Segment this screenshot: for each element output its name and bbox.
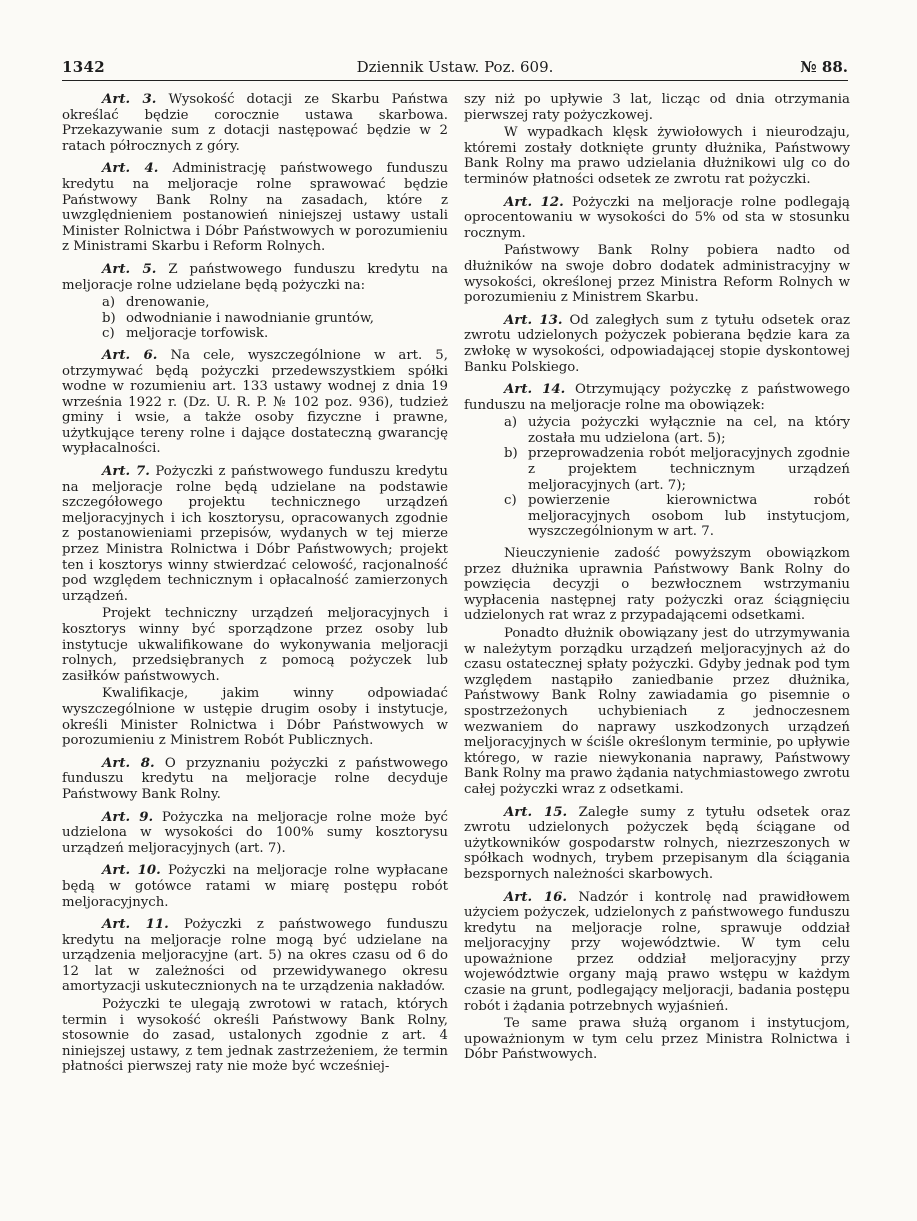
list-letter: c) <box>102 326 115 342</box>
list-item <box>102 326 448 342</box>
article-text: Pożyczki na meljoracje rolne podlegają oprocentowaniu w wysokości do 5% od sta w stosunku rocznym. <box>464 194 850 241</box>
article-16 <box>464 890 850 1015</box>
article-14-paragraph-2: Nieuczynienie zadość powyższym obowiązkom przez dłużnika uprawnia Państwowy Bank Rolny do powzięcia decyzji o bezwłocznem wstrzymaniu wypłacenia następnej raty pożyczki oraz ściągnięciu udzielonych rat wraz z przypadającemi odsetkami. <box>464 546 850 624</box>
list-letter: c) <box>504 493 517 509</box>
article-3 <box>62 92 448 154</box>
article-text: Z państwowego funduszu kredytu na meljoracje rolne udzielane będą pożyczki na: <box>62 261 449 293</box>
article-11-paragraph-2: Pożyczki te ulegają zwrotowi w ratach, których termin i wysokość określi Państwowy Bank Rolny, stosownie do zasad, ustalonych zgodnie z art. 4 niniejszej ustawy, z tem jednak zastrzeżeniem, że termin płatności pierwszej raty nie może być wcześniej- <box>62 997 448 1075</box>
article-text: Na cele, wyszczególnione w art. 5, otrzymywać będą pożyczki przedewszystkiem spółki wodne w rozumieniu art. 133 ustawy wodnej z dnia 19 września 1922 r. (Dz. U. R. P. № 102 poz. 936), tudzież gminy i wsie, a także osoby fizyczne i prawne, użytkujące tereny rolne i dające dostateczną gwarancję wypłacalności. <box>62 347 448 457</box>
article-15 <box>464 805 850 883</box>
article-text: Nadzór i kontrolę nad prawidłowem użyciem pożyczek, udzielonych z państwowego funduszu kredytu na meljoracje rolne, sprawuje oddział meljoracyjny przy województwie. W tym celu upoważnione przez oddział meljoracyjny przy województwie organy mają prawo wstępu w każdym czasie na grunt, podlegający meljoracji, badania postępu robót i żądania potrzebnych wyjaśnień. <box>464 889 850 1014</box>
article-label: Art. 15. <box>504 804 568 820</box>
list-letter: a) <box>102 295 116 311</box>
article-7 <box>62 464 448 604</box>
list-text: drenowanie, <box>126 295 210 311</box>
list-text: odwodnianie i nawodnianie gruntów, <box>126 310 374 326</box>
article-label: Art. 12. <box>504 194 564 210</box>
article-6 <box>62 348 448 457</box>
article-label: Art. 3. <box>102 92 157 107</box>
article-14 <box>464 382 850 413</box>
left-column <box>62 92 448 1082</box>
journal-title: Dziennik Ustaw. Poz. 609. <box>356 58 554 76</box>
article-text: O przyznaniu pożyczki z państwowego funduszu kredytu na meljoracje rolne decyduje Państwowy Bank Rolny. <box>62 755 449 802</box>
article-text: Otrzymujący pożyczkę z państwowego funduszu na meljoracje rolne ma obowiązek: <box>464 382 850 413</box>
list-text: przeprowadzenia robót meljoracyjnych zgodnie z projektem technicznym urządzeń meljoracyjnych (art. 7); <box>528 446 850 493</box>
article-12 <box>464 195 850 242</box>
article-5-list <box>62 295 448 342</box>
article-label: Art. 8. <box>102 755 155 771</box>
list-item <box>102 311 448 327</box>
list-text: powierzenie kierownictwa robót meljoracyjnych osobom lub instytucjom, wyszczególnionym w art. 7. <box>528 493 850 540</box>
article-text: Pożyczka na meljoracje rolne może być udzielona w wysokości do 100% sumy kosztorysu urządzeń meljoracyjnych (art. 7). <box>62 809 449 856</box>
article-label: Art. 6. <box>102 347 158 363</box>
article-label: Art. 10. <box>102 863 161 879</box>
article-14-paragraph-3: Ponadto dłużnik obowiązany jest do utrzymywania w należytym porządku urządzeń meljoracyjnych aż do czasu ostatecznej spłaty pożyczki. Gdyby jednak pod tym względem nastąpiło zaniedbanie przez dłużnika, Państwowy Bank Rolny zawiadamia go pisemnie o spostrzeżonych uchybieniach z jednoczesnem wezwaniem do naprawy uszkodzonych urządzeń meljoracyjnych w ściśle określonym terminie, po upływie którego, w razie niewykonania naprawy, Państwowy Bank Rolny ma prawo żądania natychmiastowego zwrotu całej pożyczki wraz z odsetkami. <box>464 626 850 797</box>
article-label: Art. 16. <box>504 889 567 905</box>
article-10 <box>62 863 448 910</box>
article-4 <box>62 161 448 255</box>
article-11-continuation: szy niż po upływie 3 lat, licząc od dnia otrzymania pierwszej raty pożyczkowej. <box>464 92 850 123</box>
page-number: 1342 <box>62 58 105 76</box>
list-item <box>504 415 850 446</box>
header-rule <box>62 80 848 81</box>
page-header <box>62 56 848 80</box>
article-label: Art. 11. <box>102 917 169 933</box>
article-text: Od zaległych sum z tytułu odsetek oraz zwrotu udzielonych pożyczek pobierana będzie kara za zwłokę w wysokości, odpowiadającej stopie dyskontowej Banku Polskiego. <box>464 312 851 375</box>
article-13 <box>464 313 850 375</box>
article-text: Pożyczki z państwowego funduszu kredytu na meljoracje rolne mogą być udzielane na urządzenia meljoracyjne (art. 5) na okres czasu od 6 do 12 lat w zależności od przewidywanego okresu amortyzacji uskutecznionych na te urządzenia nakładów. <box>62 917 448 995</box>
article-text: Wysokość dotacji ze Skarbu Państwa określać będzie corocznie ustawa skarbowa. Przekazywanie sum z dotacji następować będzie w 2 ratach półrocznych z góry. <box>62 92 448 154</box>
article-12-paragraph-2: Państwowy Bank Rolny pobiera nadto od dłużników na swoje dobro dodatek administracyjny w wysokości, określonej przez Ministra Reform Rolnych w porozumieniu z Ministrem Skarbu. <box>464 243 850 306</box>
list-item <box>102 295 448 311</box>
article-label: Art. 4. <box>102 161 159 177</box>
right-column <box>464 92 850 1070</box>
article-8 <box>62 756 448 803</box>
article-9 <box>62 810 448 857</box>
article-7-paragraph-2: Projekt techniczny urządzeń meljoracyjnych i kosztorys winny być sporządzone przez osoby lub instytucje ukwalifikowane do wykonywania meljoracji rolnych, przedsiębranych z pomocą pożyczek lub zasiłków państwowych. <box>62 606 448 684</box>
article-11 <box>62 917 448 995</box>
article-label: Art. 9. <box>102 809 154 825</box>
article-11-paragraph-3: W wypadkach klęsk żywiołowych i nieurodzaju, któremi zostały dotknięte grunty dłużnika, Państwowy Bank Rolny ma prawo udzielania dłużnikowi ulg co do terminów płatności odsetek ze zwrotu rat pożyczki. <box>464 125 850 187</box>
issue-number: № 88. <box>800 58 848 76</box>
list-item <box>504 493 850 540</box>
article-text: Zaległe sumy z tytułu odsetek oraz zwrotu udzielonych pożyczek będą ściągane od użytkowników gospodarstw rolnych, niezrzeszonych w spółkach wodnych, trybem przepisanym dla ściągania bezspornych należności skarbowych. <box>464 804 850 882</box>
list-letter: a) <box>504 415 518 431</box>
list-text: użycia pożyczki wyłącznie na cel, na który została mu udzielona (art. 5); <box>528 415 850 446</box>
article-text: Pożyczki na meljoracje rolne wypłacane będą w gotówce ratami w miarę postępu robót meljoracyjnych. <box>62 863 448 910</box>
article-5 <box>62 262 448 293</box>
article-14-list <box>464 415 850 540</box>
article-text: Pożyczki z państwowego funduszu kredytu na meljoracje rolne będą udzielane na podstawie szczegółowego projektu technicznego urządzeń meljoracyjnych i ich kosztorysu, opracowanych zgodnie z postanowieniami przepisów, wydanych w tej mierze przez Ministra Rolnictwa i Dóbr Państwowych; projekt ten i kosztorys winny stwierdzać celowość, racjonalność pod względem technicznym i opłacalność zamierzonych urządzeń. <box>62 464 448 604</box>
article-label: Art. 13. <box>504 312 563 328</box>
article-label: Art. 7. <box>102 464 150 480</box>
article-7-paragraph-3: Kwalifikacje, jakim winny odpowiadać wyszczególnione w ustępie drugim osoby i instytucje, określi Minister Rolnictwa i Dóbr Państwowych w porozumieniu z Ministrem Robót Publicznych. <box>62 686 448 749</box>
list-letter: b) <box>102 310 116 326</box>
article-label: Art. 5. <box>102 261 157 277</box>
article-text: Administrację państwowego funduszu kredytu na meljoracje rolne sprawować będzie Państwowy Bank Rolny na zasadach, które z uwzględnieniem postanowień niniejszej ustawy ustali Minister Rolnictwa i Dóbr Państwowych w porozumieniu z Ministrami Skarbu i Reform Rolnych. <box>62 161 449 255</box>
list-letter: b) <box>504 446 518 462</box>
list-item <box>504 446 850 493</box>
article-label: Art. 14. <box>504 382 566 398</box>
article-16-paragraph-2: Te same prawa służą organom i instytucjom, upoważnionym w tym celu przez Ministra Rolnictwa i Dóbr Państwowych. <box>464 1016 850 1063</box>
list-text: meljoracje torfowisk. <box>126 326 269 342</box>
